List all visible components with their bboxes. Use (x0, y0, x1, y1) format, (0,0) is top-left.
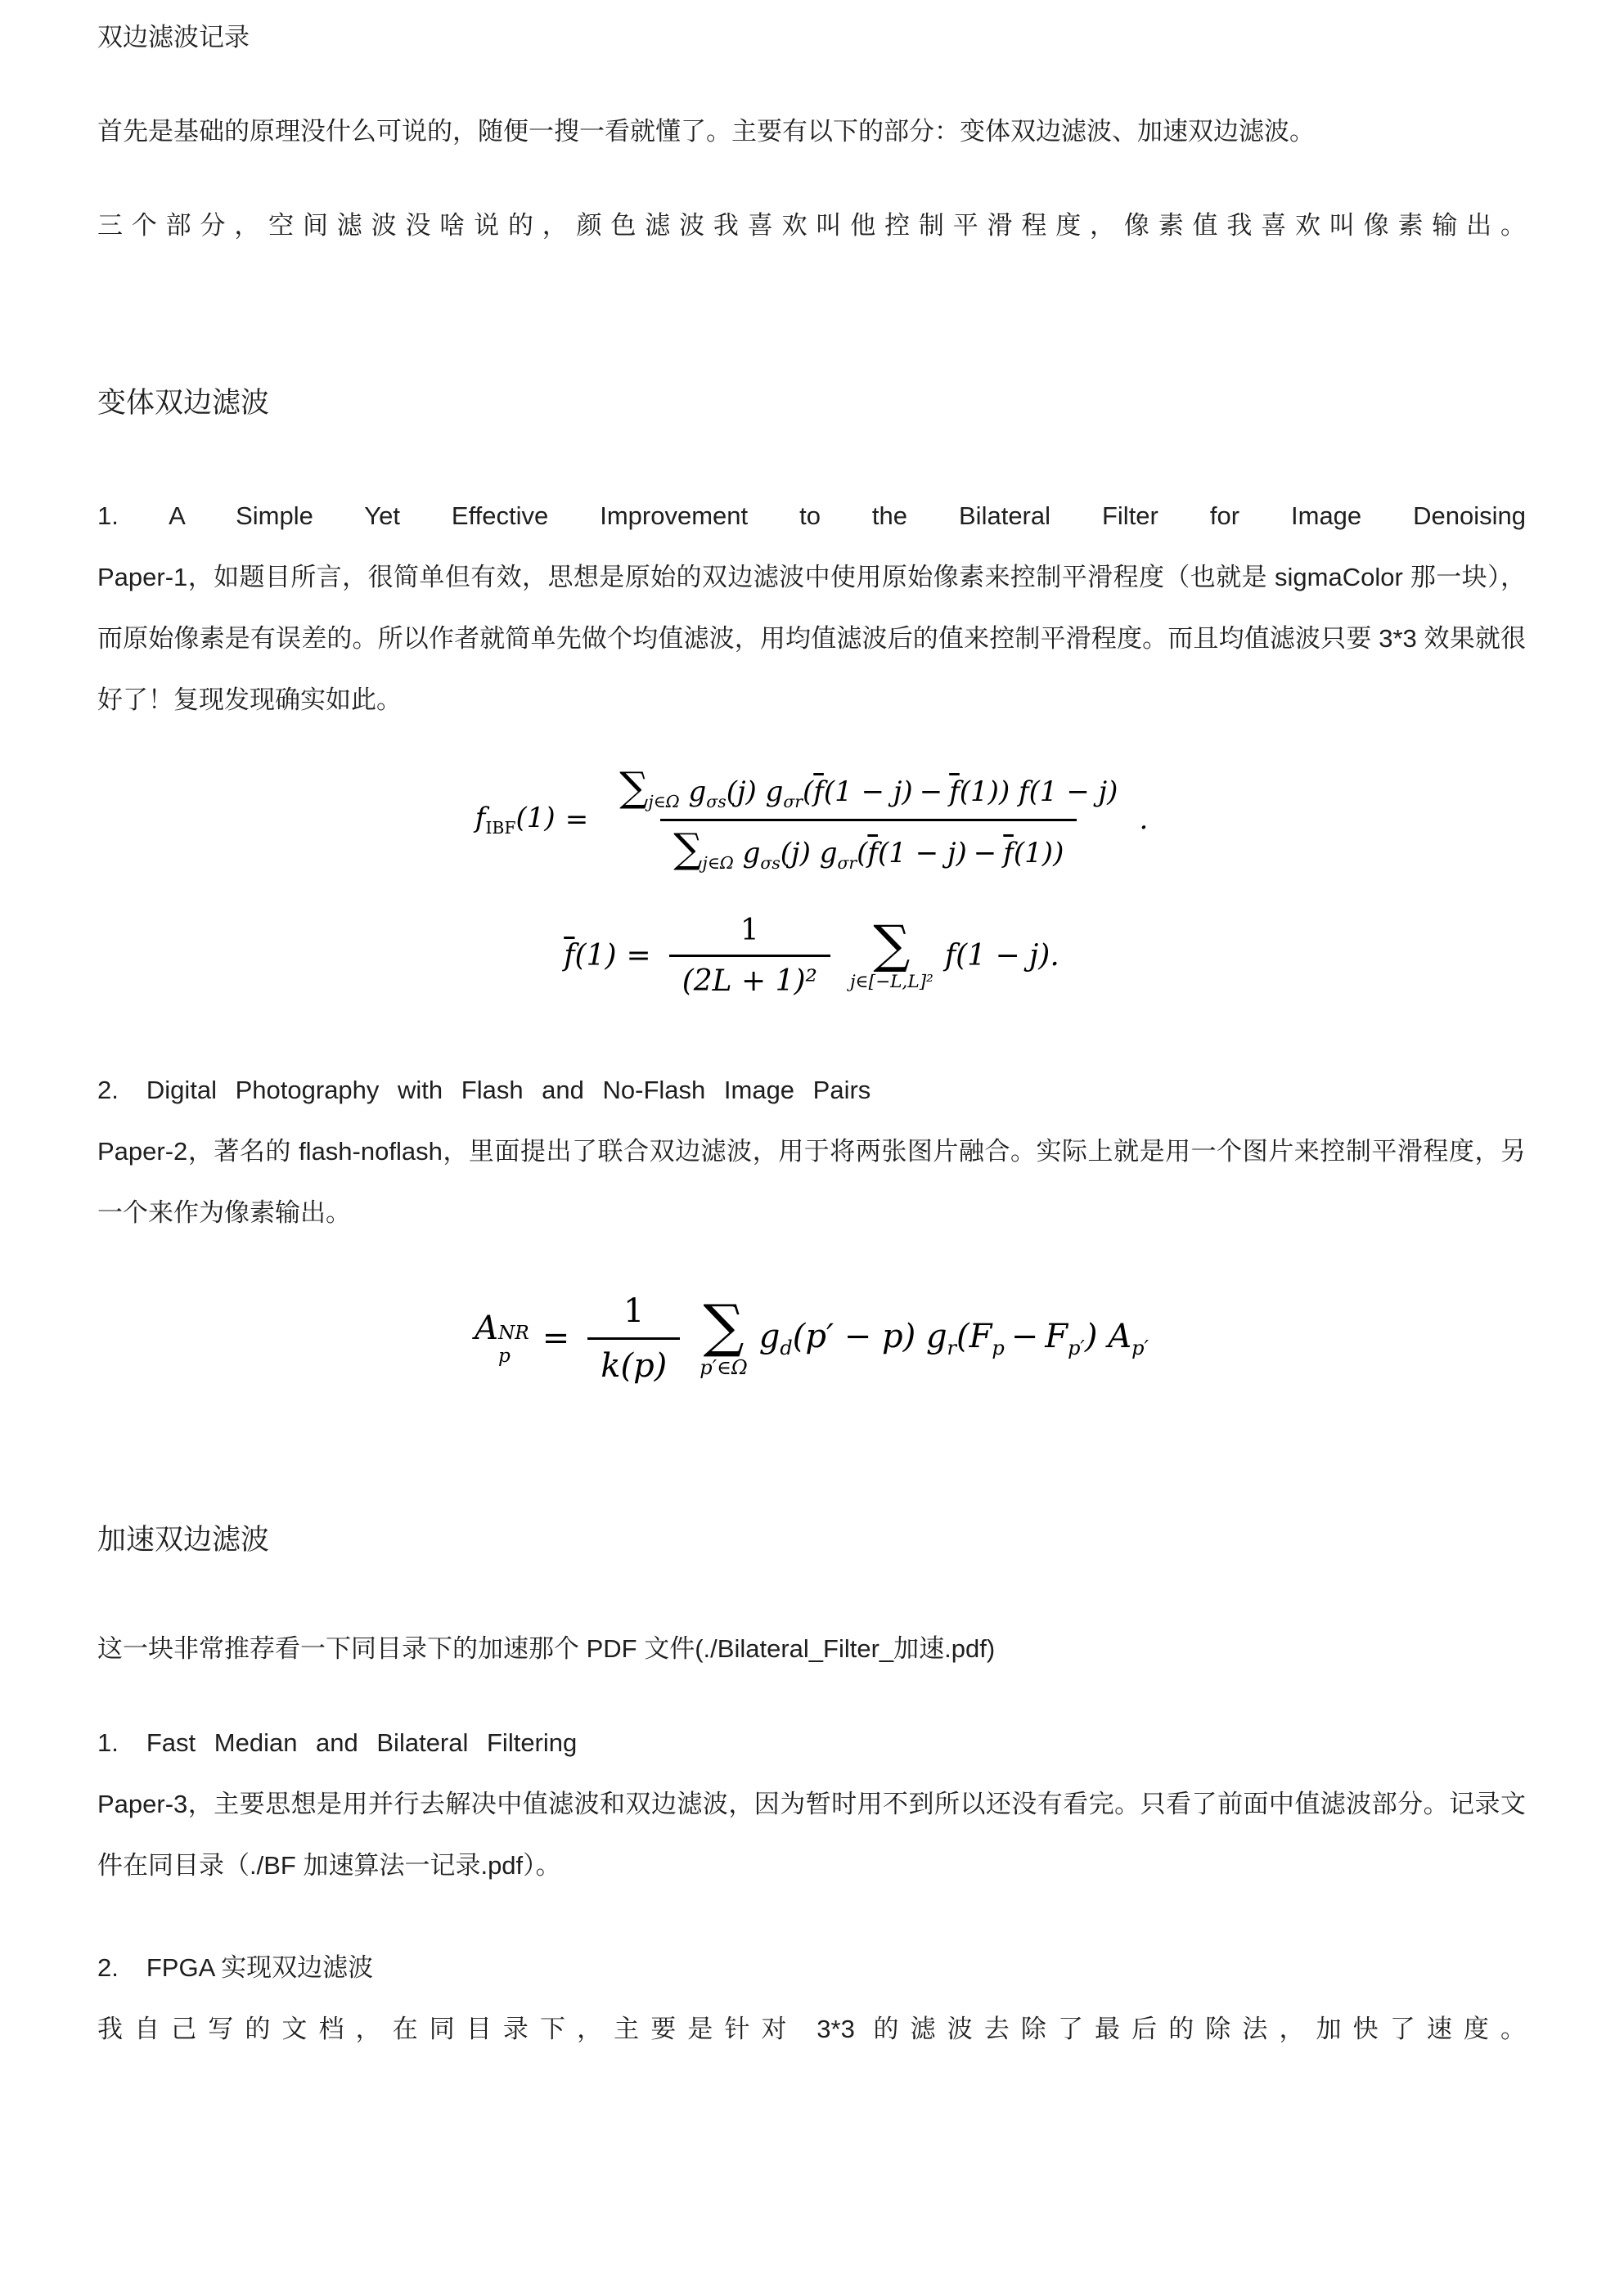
numerator (606, 763, 1131, 819)
math-lhs (475, 802, 556, 838)
equals-sign: = (626, 938, 651, 973)
fraction (587, 1292, 680, 1385)
math-var: A (1108, 1317, 1132, 1355)
math-arg: (j) (726, 775, 757, 808)
equals-sign: = (542, 1319, 570, 1358)
summation-symbol: ∑ (703, 1292, 745, 1359)
denominator: (2L + 1)² (669, 955, 830, 998)
list-number: 2. (97, 1952, 119, 1982)
math-sub: r (947, 1336, 957, 1359)
formula-joint-bilateral-filter (97, 1292, 1526, 1385)
math-arg: (j) (780, 836, 811, 869)
math-term (742, 836, 811, 873)
summation-symbol: ∑ (873, 914, 911, 974)
section-heading-accel-bf: 加速双边滤波 (97, 1523, 270, 1556)
math-var: g (925, 1317, 947, 1355)
math-sub: p (497, 1344, 511, 1367)
numerator: 1 (740, 913, 759, 947)
list-item-paper2-title (97, 1059, 1526, 1121)
list-item-fpga-title (97, 1937, 1526, 1998)
summation (673, 824, 734, 873)
math-sub: d (780, 1336, 793, 1359)
paper4-note: 我自己写的文档，在同目录下，主要是针对 3*3 的滤波去除了最后的除法，加快了速度。 (97, 2014, 1526, 2043)
summation-sub: j∈Ω (702, 852, 734, 873)
math-arg: (1) (574, 938, 617, 973)
math-paren: ( (956, 1317, 969, 1355)
intro-paragraph-2: 三个部分，空间滤波没啥说的，颜色滤波我喜欢叫他控制平滑程度，像素值我喜欢叫像素输出。 (97, 211, 1526, 240)
math-var: f (1019, 775, 1029, 808)
math-arg: (1) (1013, 836, 1054, 869)
summation (849, 914, 933, 993)
math-paren: ) (1053, 836, 1064, 869)
list-number: 1. (97, 501, 119, 530)
equals-sign: = (565, 803, 589, 837)
math-var: g (819, 836, 838, 869)
math-var: f (944, 938, 956, 973)
math-var: F (1045, 1317, 1068, 1355)
math-paren: ) (998, 775, 1010, 808)
math-paren: ( (803, 775, 814, 808)
math-term (819, 836, 1064, 873)
formula-improved-bilateral-filter (97, 763, 1526, 873)
summation-sub: j∈Ω (648, 791, 680, 811)
paper3-note: Paper-3，主要思想是用并行去解决中值滤波和双边滤波，因为暂时用不到所以还没有看完。只看了前面中值滤波部分。记录文件在同目录（./BF 加速算法一记录.pdf）。 (97, 1789, 1526, 1880)
paper2-note: Paper-2，著名的 flash-noflash，里面提出了联合双边滤波，用于将两张图片融合。实际上就是用一个图片来控制平滑程度，另一个来作为像素输出。 (97, 1136, 1526, 1227)
math-arg: (p′ − p) (792, 1317, 916, 1355)
intro-paragraph-1: 首先是基础的原理没什么可说的，随便一搜一看就懂了。主要有以下的部分：变体双边滤波、加速双边滤波。 (97, 117, 1315, 146)
math-sup: NR (497, 1321, 529, 1344)
math-var: g (765, 775, 784, 808)
math-period: . (1050, 938, 1059, 973)
list-number: 1. (97, 1728, 119, 1757)
math-lhs (564, 939, 616, 973)
math-sub: σs (760, 852, 781, 873)
math-paren: ( (857, 836, 868, 869)
math-arg: (1) (515, 802, 556, 835)
math-term (945, 939, 1059, 973)
math-lhs (475, 1310, 533, 1368)
paper1-note: Paper-1，如题目所言，很简单但有效，思想是原始的双边滤波中使用原始像素来控制平滑程度（也就是 sigmaColor 那一块），而原始像素是有误差的。所以作者就简单先做个均值滤波，用均值滤波后的值来控制平滑程度。而且均值滤波只要 3*3 效果就很好了！复现发现确实如此。 (97, 563, 1526, 714)
denominator: k(p) (587, 1337, 680, 1385)
math-var-bar: $\overline{f}$ (1003, 836, 1014, 869)
math-var: g (758, 1317, 781, 1355)
list-number: 2. (97, 1075, 119, 1104)
math-sub: σr (783, 791, 803, 811)
math-arg: (1 − j) (877, 836, 967, 869)
math-var: F (969, 1317, 992, 1355)
summation (700, 1292, 748, 1380)
numerator: 1 (623, 1292, 645, 1330)
summation-symbol: ∑ (673, 824, 703, 872)
section-heading-variant-bf: 变体双边滤波 (97, 387, 270, 419)
math-arg: (1 − j) (956, 938, 1050, 973)
formula-mean-filter (97, 914, 1526, 998)
math-paren: ) (1084, 1317, 1098, 1355)
math-term (759, 1318, 915, 1359)
math-sub: p′ (1131, 1336, 1149, 1359)
math-term (765, 775, 1010, 811)
math-sub: p′ (1068, 1336, 1085, 1359)
math-term (915, 1318, 1097, 1359)
math-var: g (742, 836, 761, 869)
math-arg: (1) (959, 775, 999, 808)
paper3-title-text: Fast Median and Bilateral Filtering (146, 1728, 578, 1757)
math-supsub (498, 1322, 529, 1368)
math-var-bar: $\overline{f}$ (813, 775, 824, 808)
summation (619, 763, 680, 811)
math-sub: σr (837, 852, 857, 873)
math-term (1097, 1318, 1148, 1359)
math-arg: (1 − j) (823, 775, 913, 808)
paper2-title-text: Digital Photography with Flash and No-Flash Image Pairs (146, 1075, 871, 1104)
math-term (1019, 775, 1118, 808)
math-arg: (1 − j) (1028, 775, 1118, 808)
math-var-bar: $\overline{f}$ (867, 836, 878, 869)
page-title: 双边滤波记录 (97, 23, 250, 52)
math-var: f (475, 802, 486, 835)
math-var-bar: $\overline{f}$ (949, 775, 960, 808)
math-var: g (688, 775, 707, 808)
fraction (606, 763, 1131, 873)
summation-limit: p′∈Ω (700, 1355, 748, 1379)
math-term (688, 775, 757, 811)
math-var-bar: $\overline{f}$ (564, 938, 575, 973)
list-item-paper1-title (97, 485, 1526, 546)
math-sub: σs (706, 791, 727, 811)
minus-sign: − (1010, 1317, 1039, 1355)
summation-limit: j∈[−L,L]² (849, 971, 933, 992)
minus-sign: − (919, 775, 943, 808)
math-sub: p (992, 1336, 1005, 1359)
math-sub: IBF (485, 818, 516, 838)
paper1-title-text: A Simple Yet Effective Improvement to the Bilateral Filter for Image Denoising (169, 501, 1527, 530)
list-item-paper3-title (97, 1712, 1526, 1773)
math-period: . (1139, 803, 1149, 837)
fpga-title-text: FPGA 实现双边滤波 (146, 1952, 374, 1982)
math-var: A (475, 1309, 498, 1347)
summation-symbol: ∑ (619, 763, 649, 811)
accel-intro-paragraph: 这一块非常推荐看一下同目录下的加速那个 PDF 文件(./Bilateral_Filter_加速.pdf) (97, 1633, 996, 1663)
denominator (660, 819, 1077, 873)
minus-sign: − (973, 836, 997, 869)
fraction (669, 914, 830, 998)
